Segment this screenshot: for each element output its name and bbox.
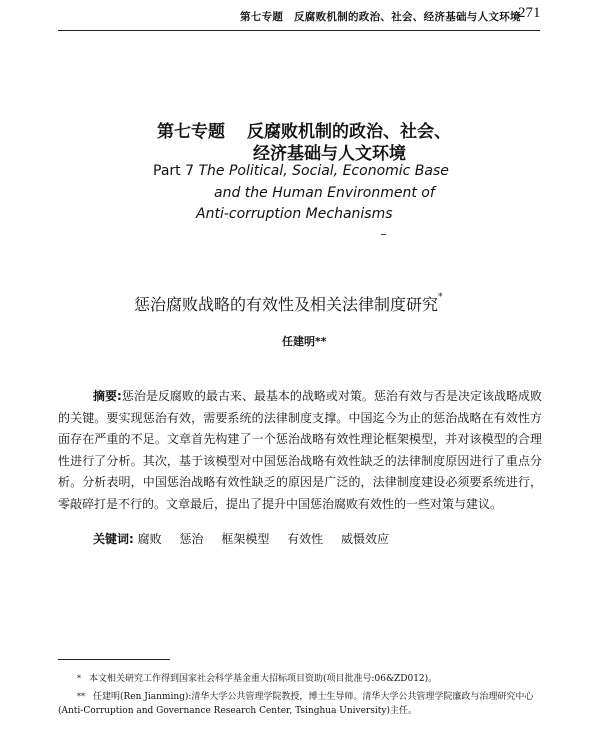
- part-title-en-line3: [196, 206, 393, 222]
- footnote-rule: [58, 659, 170, 660]
- author-name: 任建明**: [282, 335, 327, 348]
- part-label: 第七专题: [157, 122, 225, 142]
- abstract-text: 惩治是反腐败的最古来、最基本的战略或对策。惩治有效与否是决定该战略成败的关键。要实现惩治有效，需要系统的法律制度支撑。中国迄今为止的惩治战略在有效性方面存在严重的不足。文章首先构建了一个惩治战略有效性理论框架模型，并对该模型的合理性进行了分析。其次，基于该模型对中国惩治战略有效性缺乏的法律制度原因进行了重点分析。分析表明，中国惩治战略有效性缺乏的原因是广泛的，法律制度建设必须要系统进行，零敲碎打是不行的。文章最后，提出了提升中国惩治腐败有效性的一些对策与建议。: [58, 389, 542, 511]
- part-title-cn-line2: 经济基础与人文环境: [253, 144, 406, 164]
- header-rule: [58, 30, 540, 31]
- keywords-label: 关键词:: [93, 532, 134, 546]
- footnote-mark: **: [77, 692, 85, 701]
- footnote-text: 本文相关研究工作得到国家社会科学基金重大招标项目资助(项目批准号:06&ZD012)。: [89, 674, 438, 684]
- keyword: 框架模型: [221, 532, 270, 546]
- part-title-en-line1: [153, 163, 449, 179]
- footnote: [58, 690, 542, 718]
- keyword: 惩治: [179, 532, 204, 546]
- divider-mark: [381, 234, 386, 235]
- part-title-en-text-1: The Political, Social, Economic Base: [198, 163, 449, 179]
- keyword: 腐败: [137, 532, 162, 546]
- part-prefix: Part 7: [153, 163, 194, 179]
- page-number: 271: [518, 5, 541, 21]
- article-title-footnote-mark: *: [438, 292, 443, 302]
- article-title: [134, 292, 443, 315]
- part-title-en-text-2: and the Human Environment of: [214, 185, 435, 201]
- footnote: [77, 672, 437, 686]
- part-title-en-text-3: Anti-corruption Mechanisms: [196, 206, 393, 222]
- part-title-cn-text-1: 反腐败机制的政治、社会、: [247, 122, 451, 142]
- abstract-label: 摘要:: [93, 389, 122, 403]
- keywords: [93, 530, 403, 547]
- footnote-mark: *: [77, 674, 81, 683]
- footnote-text: 任建明(Ren Jianming):清华大学公共管理学院教授，博士生导师。清华大学公共管理学院廉政与治理研究中心(Anti-Corruption and Governance Research Center, Tsinghua University)主任。: [58, 692, 534, 716]
- part-title-en-line2: [214, 185, 435, 201]
- keyword: 有效性: [287, 532, 324, 546]
- keyword: 威慑效应: [341, 532, 390, 546]
- running-header: 第七专题 反腐败机制的政治、社会、经济基础与人文环境: [240, 11, 521, 23]
- abstract: [58, 386, 542, 516]
- article-title-text: 惩治腐败战略的有效性及相关法律制度研究: [134, 295, 439, 314]
